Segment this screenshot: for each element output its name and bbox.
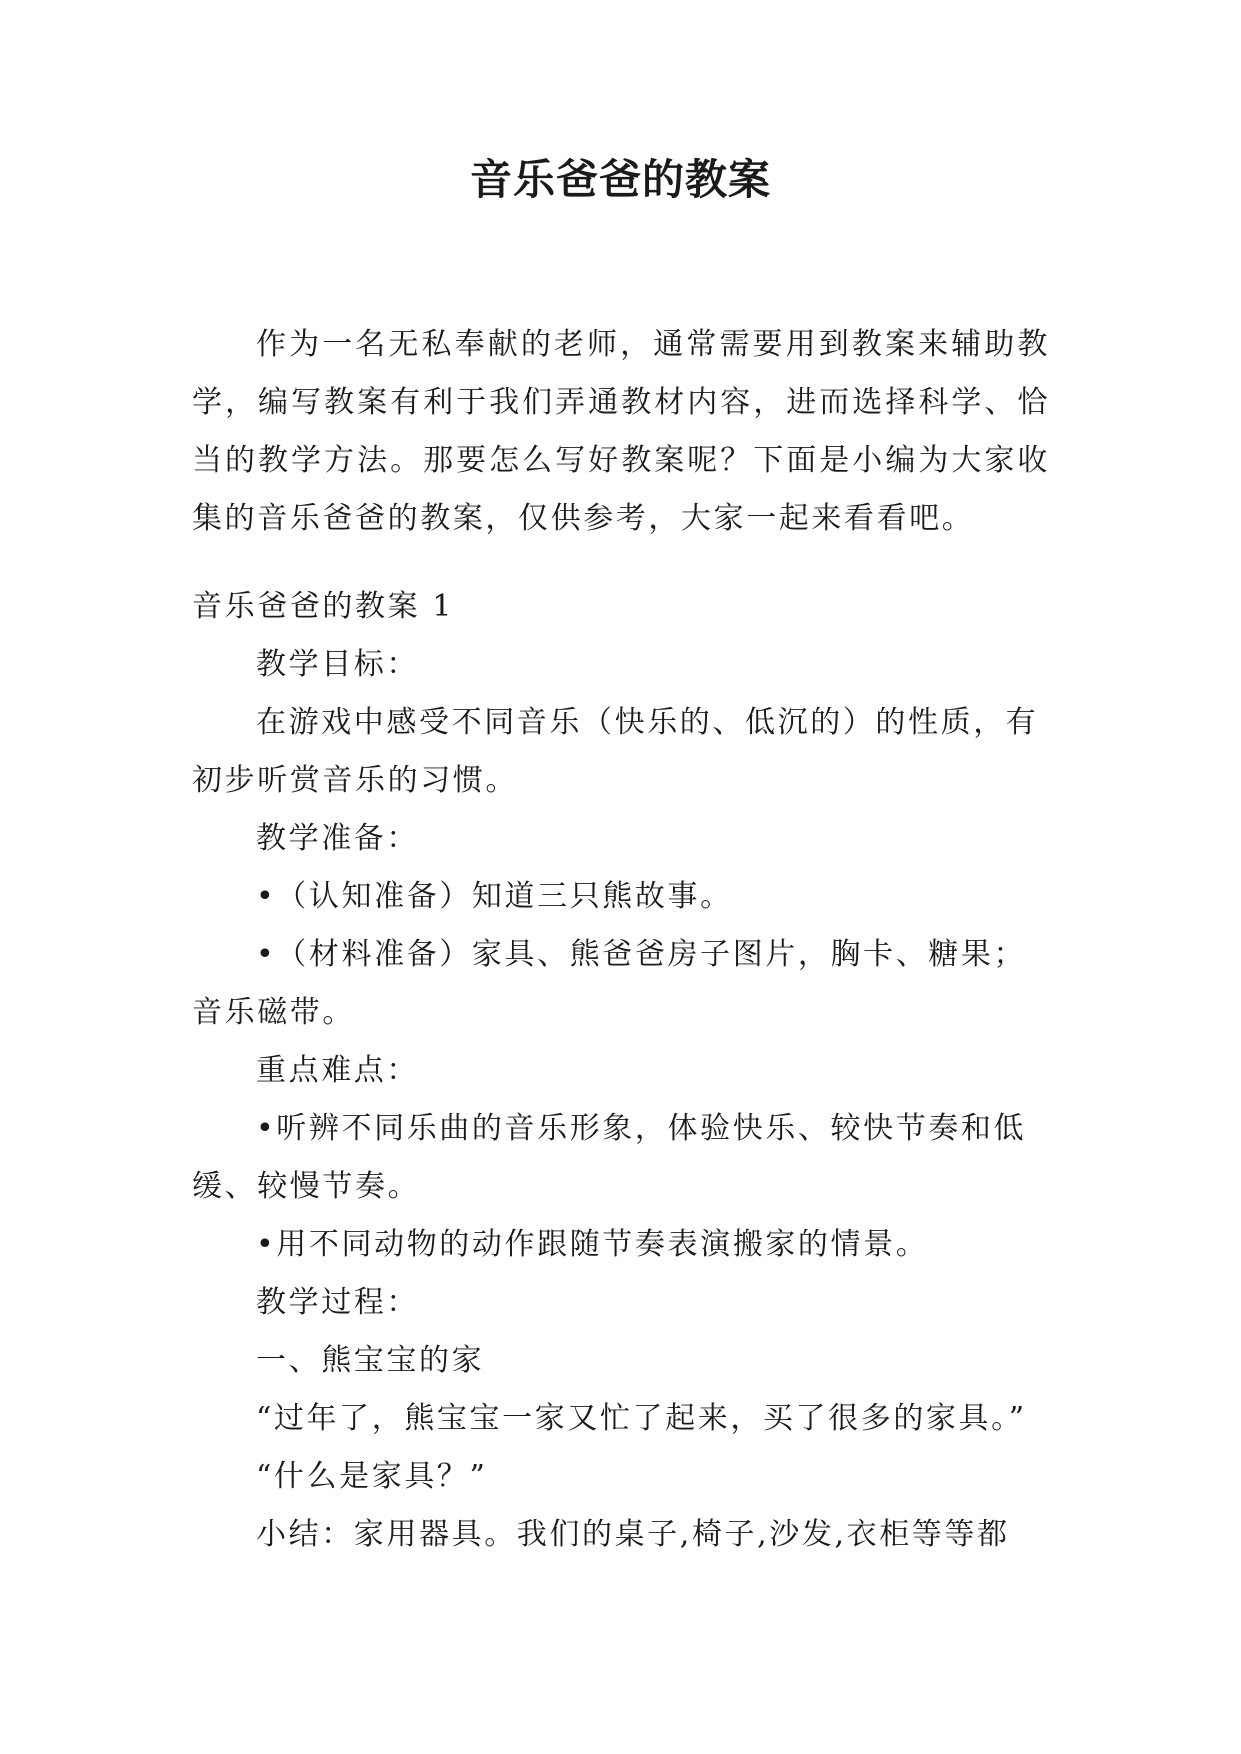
intro-paragraph: 作为一名无私奉献的老师，通常需要用到教案来辅助教学，编写教案有利于我们弄通教材内容，进而选择科学、恰当的教学方法。那要怎么写好教案呢？下面是小编为大家收集的音乐爸爸的教案，仅供参考，大家一起来看看吧。 xyxy=(192,327,1050,536)
objectives-label: 教学目标： xyxy=(256,647,419,682)
dialogue-quote: “过年了，熊宝宝一家又忙了起来，买了很多的家具。” xyxy=(256,1401,1027,1436)
document-title: 音乐爸爸的教案 xyxy=(469,155,771,204)
lesson-plan-section xyxy=(192,578,1050,1564)
key-points-label: 重点难点： xyxy=(256,1053,419,1088)
objectives-text: 在游戏中感受不同音乐（快乐的、低沉的）的性质，有初步听赏音乐的习惯。 xyxy=(192,705,1039,798)
preparation-item: •（认知准备）知道三只熊故事。 xyxy=(256,879,733,914)
section-heading: 音乐爸爸的教案 1 xyxy=(192,589,455,624)
key-point-item: •听辨不同乐曲的音乐形象，体验快乐、较快节奏和低缓、较慢节奏。 xyxy=(192,1111,1027,1204)
key-point-item: •用不同动物的动作跟随节奏表演搬家的情景。 xyxy=(256,1227,929,1262)
preparation-label: 教学准备： xyxy=(256,821,419,856)
summary-text: 小结：家用器具。我们的桌子,椅子,沙发,衣柜等等都 xyxy=(256,1517,1010,1552)
dialogue-quote: “什么是家具？” xyxy=(256,1459,488,1494)
process-step: 一、熊宝宝的家 xyxy=(256,1343,485,1378)
process-label: 教学过程： xyxy=(256,1285,419,1320)
preparation-item: •（材料准备）家具、熊爸爸房子图片，胸卡、糖果；音乐磁带。 xyxy=(192,937,1027,1030)
